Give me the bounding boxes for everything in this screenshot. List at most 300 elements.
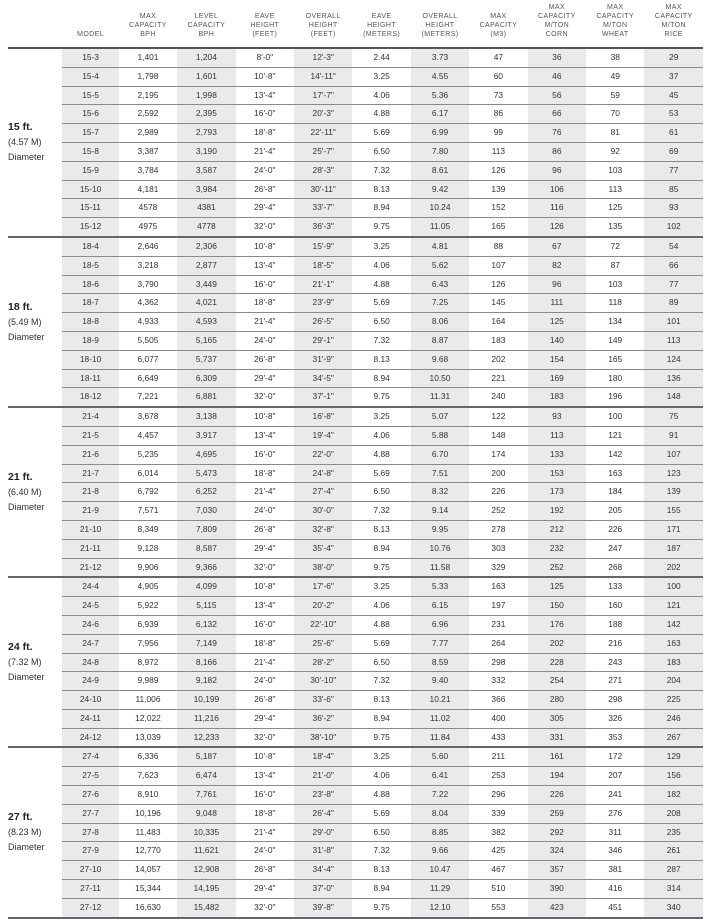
cell-overall-ft: 23'-8" <box>294 786 352 805</box>
cell-wheat: 207 <box>586 767 644 786</box>
cell-eave-ft: 29'-4" <box>236 539 294 558</box>
cell-rice: 287 <box>644 861 703 880</box>
cell-model: 18-6 <box>62 275 118 294</box>
cell-model: 15-6 <box>62 105 118 124</box>
cell-overall-m: 5.07 <box>411 407 469 426</box>
cell-max-bph: 7,571 <box>119 502 177 521</box>
table-row <box>8 804 703 823</box>
cell-rice: 107 <box>644 445 703 464</box>
cell-wheat: 184 <box>586 483 644 502</box>
cell-rice: 314 <box>644 880 703 899</box>
cell-max-m3: 433 <box>469 728 527 747</box>
cell-eave-ft: 26'-8" <box>236 180 294 199</box>
cell-wheat: 149 <box>586 331 644 350</box>
table-row <box>8 407 703 426</box>
diameter-group-label <box>8 48 62 237</box>
cell-corn: 133 <box>528 445 586 464</box>
column-header-line: CAPACITY <box>187 22 226 29</box>
cell-wheat: 49 <box>586 67 644 86</box>
cell-overall-ft: 39'-8" <box>294 898 352 917</box>
cell-overall-ft: 28'-3" <box>294 161 352 180</box>
cell-eave-m: 9.75 <box>352 218 410 237</box>
cell-wheat: 276 <box>586 804 644 823</box>
cell-max-m3: 139 <box>469 180 527 199</box>
cell-level-bph: 6,881 <box>177 388 235 407</box>
cell-max-bph: 9,906 <box>119 558 177 577</box>
cell-overall-ft: 22'-0" <box>294 445 352 464</box>
column-header-level-bph <box>177 0 235 48</box>
cell-level-bph: 1,204 <box>177 48 235 67</box>
cell-corn: 153 <box>528 464 586 483</box>
diameter-caption: Diameter <box>8 501 45 512</box>
cell-overall-ft: 27'-4" <box>294 483 352 502</box>
cell-eave-m: 5.69 <box>352 124 410 143</box>
cell-max-bph: 11,006 <box>119 691 177 710</box>
column-header-line: MAX <box>607 4 624 11</box>
cell-max-bph: 1,798 <box>119 67 177 86</box>
cell-max-bph: 6,939 <box>119 615 177 634</box>
column-header-line: HEIGHT <box>425 22 455 29</box>
cell-eave-m: 5.69 <box>352 804 410 823</box>
table-row <box>8 256 703 275</box>
cell-rice: 45 <box>644 86 703 105</box>
cell-level-bph: 4,593 <box>177 313 235 332</box>
cell-max-m3: 197 <box>469 597 527 616</box>
cell-model: 21-8 <box>62 483 118 502</box>
table-row <box>8 388 703 407</box>
cell-rice: 93 <box>644 199 703 218</box>
cell-max-bph: 14,057 <box>119 861 177 880</box>
cell-model: 18-5 <box>62 256 118 275</box>
cell-overall-ft: 30'-11" <box>294 180 352 199</box>
cell-max-bph: 9,989 <box>119 672 177 691</box>
cell-model: 18-9 <box>62 331 118 350</box>
column-header-line: CAPACITY <box>537 13 576 20</box>
cell-eave-m: 7.32 <box>352 331 410 350</box>
table-row <box>8 464 703 483</box>
cell-max-bph: 5,922 <box>119 597 177 616</box>
cell-max-m3: 240 <box>469 388 527 407</box>
cell-overall-m: 10.50 <box>411 369 469 388</box>
cell-overall-m: 6.70 <box>411 445 469 464</box>
column-header-line: (METERS) <box>363 31 401 38</box>
table-row <box>8 105 703 124</box>
cell-max-m3: 202 <box>469 350 527 369</box>
cell-model: 24-9 <box>62 672 118 691</box>
cell-model: 21-11 <box>62 539 118 558</box>
cell-overall-m: 9.66 <box>411 842 469 861</box>
cell-eave-m: 5.69 <box>352 464 410 483</box>
cell-level-bph: 6,252 <box>177 483 235 502</box>
cell-eave-ft: 21'-4" <box>236 823 294 842</box>
cell-overall-m: 8.06 <box>411 313 469 332</box>
cell-wheat: 87 <box>586 256 644 275</box>
cell-max-bph: 6,077 <box>119 350 177 369</box>
cell-corn: 228 <box>528 653 586 672</box>
diameter-group-label <box>8 577 62 747</box>
cell-corn: 183 <box>528 388 586 407</box>
cell-overall-m: 10.21 <box>411 691 469 710</box>
cell-wheat: 135 <box>586 218 644 237</box>
cell-model: 18-11 <box>62 369 118 388</box>
cell-max-m3: 60 <box>469 67 527 86</box>
cell-rice: 113 <box>644 331 703 350</box>
cell-eave-ft: 16'-0" <box>236 105 294 124</box>
diameter-group-label <box>8 237 62 407</box>
cell-wheat: 180 <box>586 369 644 388</box>
cell-eave-m: 8.13 <box>352 691 410 710</box>
cell-rice: 340 <box>644 898 703 917</box>
cell-model: 18-4 <box>62 237 118 256</box>
cell-level-bph: 11,216 <box>177 709 235 728</box>
cell-eave-m: 8.94 <box>352 709 410 728</box>
cell-rice: 29 <box>644 48 703 67</box>
cell-overall-m: 9.14 <box>411 502 469 521</box>
cell-eave-ft: 21'-4" <box>236 313 294 332</box>
cell-max-bph: 5,505 <box>119 331 177 350</box>
cell-corn: 192 <box>528 502 586 521</box>
table-row <box>8 653 703 672</box>
cell-overall-m: 5.60 <box>411 747 469 766</box>
cell-corn: 113 <box>528 426 586 445</box>
cell-rice: 69 <box>644 142 703 161</box>
cell-model: 24-11 <box>62 709 118 728</box>
cell-model: 24-5 <box>62 597 118 616</box>
cell-overall-ft: 17'-6" <box>294 577 352 596</box>
cell-overall-m: 10.76 <box>411 539 469 558</box>
cell-model: 15-3 <box>62 48 118 67</box>
cell-rice: 136 <box>644 369 703 388</box>
cell-eave-ft: 18'-8" <box>236 124 294 143</box>
cell-overall-m: 8.32 <box>411 483 469 502</box>
cell-max-m3: 107 <box>469 256 527 275</box>
cell-max-bph: 3,218 <box>119 256 177 275</box>
diameter-caption: Diameter <box>8 331 45 342</box>
cell-level-bph: 12,908 <box>177 861 235 880</box>
table-row <box>8 369 703 388</box>
cell-corn: 140 <box>528 331 586 350</box>
cell-rice: 100 <box>644 577 703 596</box>
diameter-caption: Diameter <box>8 671 45 682</box>
cell-model: 21-12 <box>62 558 118 577</box>
cell-wheat: 226 <box>586 520 644 539</box>
cell-level-bph: 6,474 <box>177 767 235 786</box>
cell-eave-m: 9.75 <box>352 898 410 917</box>
table-row <box>8 502 703 521</box>
cell-wheat: 188 <box>586 615 644 634</box>
cell-overall-ft: 16'-8" <box>294 407 352 426</box>
cell-corn: 125 <box>528 577 586 596</box>
cell-level-bph: 14,195 <box>177 880 235 899</box>
table-row <box>8 597 703 616</box>
cell-eave-m: 4.88 <box>352 445 410 464</box>
bin-capacity-spec-table <box>8 0 703 919</box>
column-header-line: MAX <box>665 4 682 11</box>
cell-max-bph: 2,592 <box>119 105 177 124</box>
column-header-line: LEVEL <box>194 13 219 20</box>
column-header-line: RICE <box>664 31 683 38</box>
cell-overall-ft: 26'-4" <box>294 804 352 823</box>
cell-level-bph: 9,182 <box>177 672 235 691</box>
cell-model: 21-5 <box>62 426 118 445</box>
cell-max-bph: 6,014 <box>119 464 177 483</box>
cell-rice: 102 <box>644 218 703 237</box>
cell-eave-m: 4.06 <box>352 767 410 786</box>
cell-overall-ft: 19'-4" <box>294 426 352 445</box>
cell-overall-m: 5.33 <box>411 577 469 596</box>
cell-level-bph: 3,984 <box>177 180 235 199</box>
cell-corn: 331 <box>528 728 586 747</box>
cell-eave-m: 7.32 <box>352 842 410 861</box>
table-row <box>8 218 703 237</box>
cell-overall-m: 9.95 <box>411 520 469 539</box>
cell-eave-ft: 29'-4" <box>236 369 294 388</box>
cell-overall-m: 8.04 <box>411 804 469 823</box>
cell-model: 18-12 <box>62 388 118 407</box>
cell-overall-ft: 31'-9" <box>294 350 352 369</box>
cell-level-bph: 5,165 <box>177 331 235 350</box>
cell-wheat: 113 <box>586 180 644 199</box>
cell-eave-m: 4.06 <box>352 256 410 275</box>
cell-wheat: 134 <box>586 313 644 332</box>
cell-max-bph: 8,972 <box>119 653 177 672</box>
cell-max-bph: 4,181 <box>119 180 177 199</box>
cell-level-bph: 8,166 <box>177 653 235 672</box>
header-diameter-spacer <box>8 0 62 48</box>
cell-max-bph: 4,933 <box>119 313 177 332</box>
cell-corn: 423 <box>528 898 586 917</box>
cell-eave-m: 3.25 <box>352 67 410 86</box>
cell-overall-m: 6.96 <box>411 615 469 634</box>
cell-level-bph: 3,587 <box>177 161 235 180</box>
header-row <box>8 0 703 48</box>
table-row <box>8 747 703 766</box>
table-row <box>8 577 703 596</box>
cell-max-bph: 5,235 <box>119 445 177 464</box>
cell-wheat: 72 <box>586 237 644 256</box>
diameter-metric: (4.57 M) <box>8 136 42 147</box>
cell-max-m3: 382 <box>469 823 527 842</box>
cell-corn: 56 <box>528 86 586 105</box>
cell-overall-m: 10.47 <box>411 861 469 880</box>
cell-rice: 124 <box>644 350 703 369</box>
cell-overall-ft: 29'-0" <box>294 823 352 842</box>
cell-level-bph: 2,306 <box>177 237 235 256</box>
cell-level-bph: 2,877 <box>177 256 235 275</box>
cell-level-bph: 2,395 <box>177 105 235 124</box>
cell-max-bph: 3,678 <box>119 407 177 426</box>
table-row <box>8 615 703 634</box>
cell-corn: 324 <box>528 842 586 861</box>
table-row <box>8 672 703 691</box>
cell-model: 24-10 <box>62 691 118 710</box>
cell-overall-ft: 37'-0" <box>294 880 352 899</box>
column-header-line: HEIGHT <box>367 22 397 29</box>
cell-level-bph: 10,335 <box>177 823 235 842</box>
cell-level-bph: 9,366 <box>177 558 235 577</box>
cell-rice: 187 <box>644 539 703 558</box>
cell-max-m3: 253 <box>469 767 527 786</box>
column-header-line: M/TON <box>603 22 628 29</box>
cell-model: 27-7 <box>62 804 118 823</box>
cell-model: 27-4 <box>62 747 118 766</box>
cell-corn: 252 <box>528 558 586 577</box>
cell-eave-ft: 32'-0" <box>236 728 294 747</box>
cell-max-m3: 165 <box>469 218 527 237</box>
column-header-line: CAPACITY <box>129 22 167 29</box>
table-row <box>8 124 703 143</box>
cell-overall-m: 5.88 <box>411 426 469 445</box>
cell-max-m3: 152 <box>469 199 527 218</box>
table-row <box>8 539 703 558</box>
cell-rice: 53 <box>644 105 703 124</box>
cell-rice: 66 <box>644 256 703 275</box>
cell-max-m3: 88 <box>469 237 527 256</box>
cell-level-bph: 8,587 <box>177 539 235 558</box>
cell-max-m3: 252 <box>469 502 527 521</box>
cell-corn: 254 <box>528 672 586 691</box>
cell-level-bph: 11,621 <box>177 842 235 861</box>
cell-corn: 46 <box>528 67 586 86</box>
cell-eave-ft: 26'-8" <box>236 350 294 369</box>
cell-wheat: 70 <box>586 105 644 124</box>
diameter-title: 18 ft. <box>8 300 33 313</box>
column-header-line: MAX <box>548 4 566 11</box>
cell-model: 15-5 <box>62 86 118 105</box>
cell-overall-m: 6.41 <box>411 767 469 786</box>
diameter-caption: Diameter <box>8 151 45 162</box>
cell-corn: 194 <box>528 767 586 786</box>
cell-eave-m: 4.88 <box>352 786 410 805</box>
cell-rice: 91 <box>644 426 703 445</box>
cell-eave-m: 5.69 <box>352 634 410 653</box>
cell-rice: 77 <box>644 161 703 180</box>
cell-max-m3: 148 <box>469 426 527 445</box>
cell-overall-ft: 20'-2" <box>294 597 352 616</box>
table-row <box>8 350 703 369</box>
cell-rice: 204 <box>644 672 703 691</box>
cell-overall-m: 11.02 <box>411 709 469 728</box>
cell-max-m3: 553 <box>469 898 527 917</box>
cell-eave-m: 8.13 <box>352 180 410 199</box>
table-row <box>8 313 703 332</box>
cell-corn: 96 <box>528 161 586 180</box>
cell-model: 18-7 <box>62 294 118 313</box>
cell-rice: 142 <box>644 615 703 634</box>
table-row <box>8 786 703 805</box>
cell-eave-ft: 32'-0" <box>236 218 294 237</box>
cell-max-m3: 400 <box>469 709 527 728</box>
table-row <box>8 294 703 313</box>
cell-overall-ft: 17'-7" <box>294 86 352 105</box>
cell-eave-m: 4.06 <box>352 426 410 445</box>
cell-max-m3: 231 <box>469 615 527 634</box>
cell-model: 24-8 <box>62 653 118 672</box>
cell-corn: 106 <box>528 180 586 199</box>
cell-overall-m: 6.15 <box>411 597 469 616</box>
column-header-line: OVERALL <box>422 13 458 20</box>
cell-max-m3: 211 <box>469 747 527 766</box>
cell-overall-ft: 34'-5" <box>294 369 352 388</box>
cell-model: 15-9 <box>62 161 118 180</box>
cell-eave-ft: 29'-4" <box>236 199 294 218</box>
column-header-wheat <box>586 0 644 48</box>
cell-overall-ft: 26'-5" <box>294 313 352 332</box>
cell-max-bph: 9,128 <box>119 539 177 558</box>
cell-level-bph: 7,149 <box>177 634 235 653</box>
cell-eave-ft: 21'-4" <box>236 142 294 161</box>
column-header-line: M/TON <box>661 22 686 29</box>
cell-eave-m: 5.69 <box>352 294 410 313</box>
cell-overall-m: 8.87 <box>411 331 469 350</box>
cell-max-bph: 12,022 <box>119 709 177 728</box>
cell-wheat: 353 <box>586 728 644 747</box>
cell-max-m3: 226 <box>469 483 527 502</box>
diameter-title: 15 ft. <box>8 120 33 133</box>
cell-model: 21-6 <box>62 445 118 464</box>
cell-model: 27-12 <box>62 898 118 917</box>
cell-wheat: 142 <box>586 445 644 464</box>
cell-wheat: 125 <box>586 199 644 218</box>
cell-rice: 61 <box>644 124 703 143</box>
cell-overall-ft: 28'-2" <box>294 653 352 672</box>
table-row <box>8 331 703 350</box>
cell-wheat: 381 <box>586 861 644 880</box>
cell-max-bph: 4578 <box>119 199 177 218</box>
cell-max-m3: 467 <box>469 861 527 880</box>
cell-eave-ft: 18'-8" <box>236 804 294 823</box>
cell-max-m3: 174 <box>469 445 527 464</box>
table-row <box>8 709 703 728</box>
column-header-rice <box>644 0 703 48</box>
cell-eave-ft: 13'-4" <box>236 426 294 445</box>
cell-overall-m: 7.80 <box>411 142 469 161</box>
cell-model: 15-12 <box>62 218 118 237</box>
cell-corn: 82 <box>528 256 586 275</box>
cell-wheat: 121 <box>586 426 644 445</box>
cell-max-m3: 200 <box>469 464 527 483</box>
cell-level-bph: 15,482 <box>177 898 235 917</box>
cell-model: 24-4 <box>62 577 118 596</box>
cell-max-m3: 47 <box>469 48 527 67</box>
cell-rice: 85 <box>644 180 703 199</box>
cell-overall-ft: 25'-7" <box>294 142 352 161</box>
cell-corn: 67 <box>528 237 586 256</box>
table-row <box>8 180 703 199</box>
cell-rice: 261 <box>644 842 703 861</box>
cell-wheat: 165 <box>586 350 644 369</box>
table-row <box>8 86 703 105</box>
table-row <box>8 634 703 653</box>
cell-eave-ft: 13'-4" <box>236 767 294 786</box>
table-row <box>8 558 703 577</box>
cell-model: 15-7 <box>62 124 118 143</box>
cell-eave-ft: 26'-8" <box>236 861 294 880</box>
cell-overall-m: 11.84 <box>411 728 469 747</box>
cell-overall-ft: 31'-8" <box>294 842 352 861</box>
cell-overall-ft: 21'-0" <box>294 767 352 786</box>
cell-max-m3: 296 <box>469 786 527 805</box>
cell-rice: 121 <box>644 597 703 616</box>
cell-overall-ft: 25'-6" <box>294 634 352 653</box>
cell-max-bph: 1,401 <box>119 48 177 67</box>
column-header-line: HEIGHT <box>308 22 338 29</box>
cell-wheat: 271 <box>586 672 644 691</box>
cell-eave-m: 8.94 <box>352 369 410 388</box>
column-header-line: MAX <box>139 13 157 20</box>
cell-model: 21-4 <box>62 407 118 426</box>
column-header-corn <box>528 0 586 48</box>
